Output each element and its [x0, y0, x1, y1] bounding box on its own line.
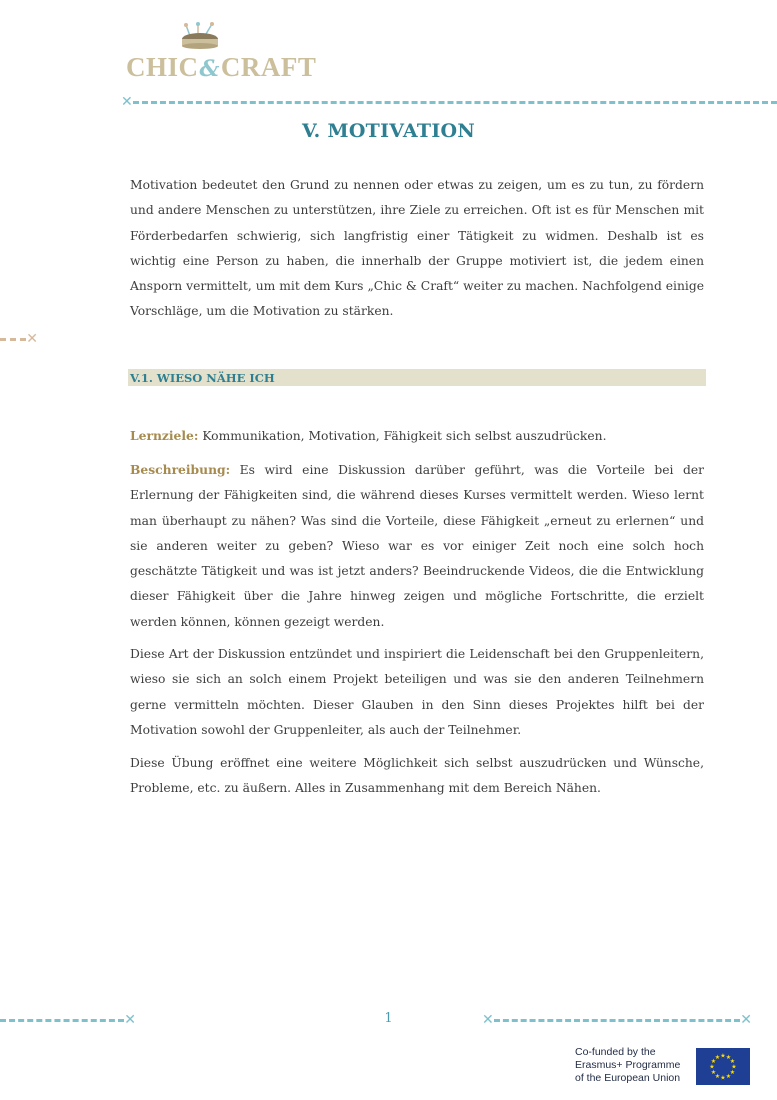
section-heading: V.1. WIESO NÄHE ICH — [130, 371, 275, 385]
lernziele-text: Kommunikation, Motivation, Fähigkeit sich selbst auszudrücken. — [198, 429, 607, 443]
stitch-dash — [133, 101, 777, 104]
beschreibung-label: Beschreibung: — [130, 462, 231, 477]
stitch-x-icon: ✕ — [740, 1012, 752, 1028]
eu-line-2: Erasmus+ Programme — [575, 1059, 681, 1071]
eu-star: ★ — [710, 1069, 717, 1076]
stitch-x-icon: ✕ — [124, 1012, 136, 1028]
eu-flag-icon — [696, 1048, 750, 1085]
stitch-x-icon: ✕ — [26, 331, 38, 347]
beschreibung-paragraph — [130, 457, 704, 635]
eu-star: ★ — [725, 1054, 732, 1061]
eu-line-3: of the European Union — [575, 1072, 681, 1084]
chic-craft-logo — [126, 22, 317, 82]
pincushion-icon — [176, 22, 226, 52]
eu-star: ★ — [714, 1073, 721, 1080]
page-number: 1 — [384, 1011, 393, 1026]
eu-star: ★ — [725, 1073, 732, 1080]
stitch-x-icon: ✕ — [482, 1012, 494, 1028]
eu-star: ★ — [729, 1069, 736, 1076]
eu-star: ★ — [731, 1063, 737, 1071]
eu-star: ★ — [720, 1052, 726, 1060]
intro-paragraph: Motivation bedeutet den Grund zu nennen oder etwas zu zeigen, um es zu tun, zu fördern und andere Menschen zu unterstützen, ihre Ziele zu erreichen. Oft ist es für Menschen mit Förderbedarfen schwierig, sich langfristig einer Tätigkeit zu widmen. Deshalb ist es wichtig eine Person zu haben, die innerhalb der Gruppe motiviert ist, die jedem einen Ansporn vermittelt, um mit dem Kurs „Chic & Craft“ weiter zu machen. Nachfolgend einige Vorschläge, um die Motivation zu stärken. — [130, 178, 704, 319]
eu-star: ★ — [720, 1074, 726, 1082]
beschreibung-text: Es wird eine Diskussion darüber geführt, was die Vorteile bei der Erlernung der Fähigkeiten sind, die während dieses Kurses vermittelt werden. Wieso lernt man überhaupt zu nähen? Was sind die Vorteile, diese Fähigkeit „erneut zu erlernen“ und sie anderen weiter zu geben? Wieso war es vor einiger Zeit noch eine solch hoch geschätzte Tätigkeit und was ist jetzt anders? Beeindruckende Videos, die die Entwicklung dieser Fähigkeit über die Jahre hinweg zeigen und mögliche Fortschritte, die erzielt werden können, können gezeigt werden. — [130, 463, 704, 629]
eu-funding-text — [575, 1046, 693, 1085]
side-stitch-decoration — [0, 333, 38, 345]
discussion-paragraph: Diese Art der Diskussion entzündet und inspiriert die Leidenschaft bei den Gruppenleitern, wieso sie sich an solch einem Projekt beteiligen und was sie den anderen Teilnehmern gerne vermitteln möchten. Dieser Glauben in den Sinn dieses Projektes hilft bei der Motivation sowohl der Gruppenleiter, als auch der Teilnehmer. — [130, 647, 704, 737]
logo-wordmark: CHIC&CRAFT — [126, 52, 317, 82]
eu-star: ★ — [714, 1054, 721, 1061]
lernziele-paragraph — [130, 423, 704, 449]
stitch-dash — [0, 338, 26, 341]
eu-star: ★ — [710, 1058, 717, 1065]
stitch-x-icon: ✕ — [121, 94, 133, 110]
eu-line-1: Co-funded by the — [575, 1046, 656, 1058]
eu-funding-notice — [575, 1046, 750, 1086]
lernziele-label: Lernziele: — [130, 428, 199, 443]
page-title: V. MOTIVATION — [301, 120, 476, 142]
top-stitch-divider — [121, 96, 777, 108]
section-heading-bar — [128, 369, 706, 386]
exercise-paragraph: Diese Übung eröffnet eine weitere Möglichkeit sich selbst auszudrücken und Wünsche, Probleme, etc. zu äußern. Alles in Zusammenhang mit dem Bereich Nähen. — [130, 756, 704, 796]
eu-star: ★ — [709, 1063, 715, 1071]
eu-star: ★ — [729, 1058, 736, 1065]
